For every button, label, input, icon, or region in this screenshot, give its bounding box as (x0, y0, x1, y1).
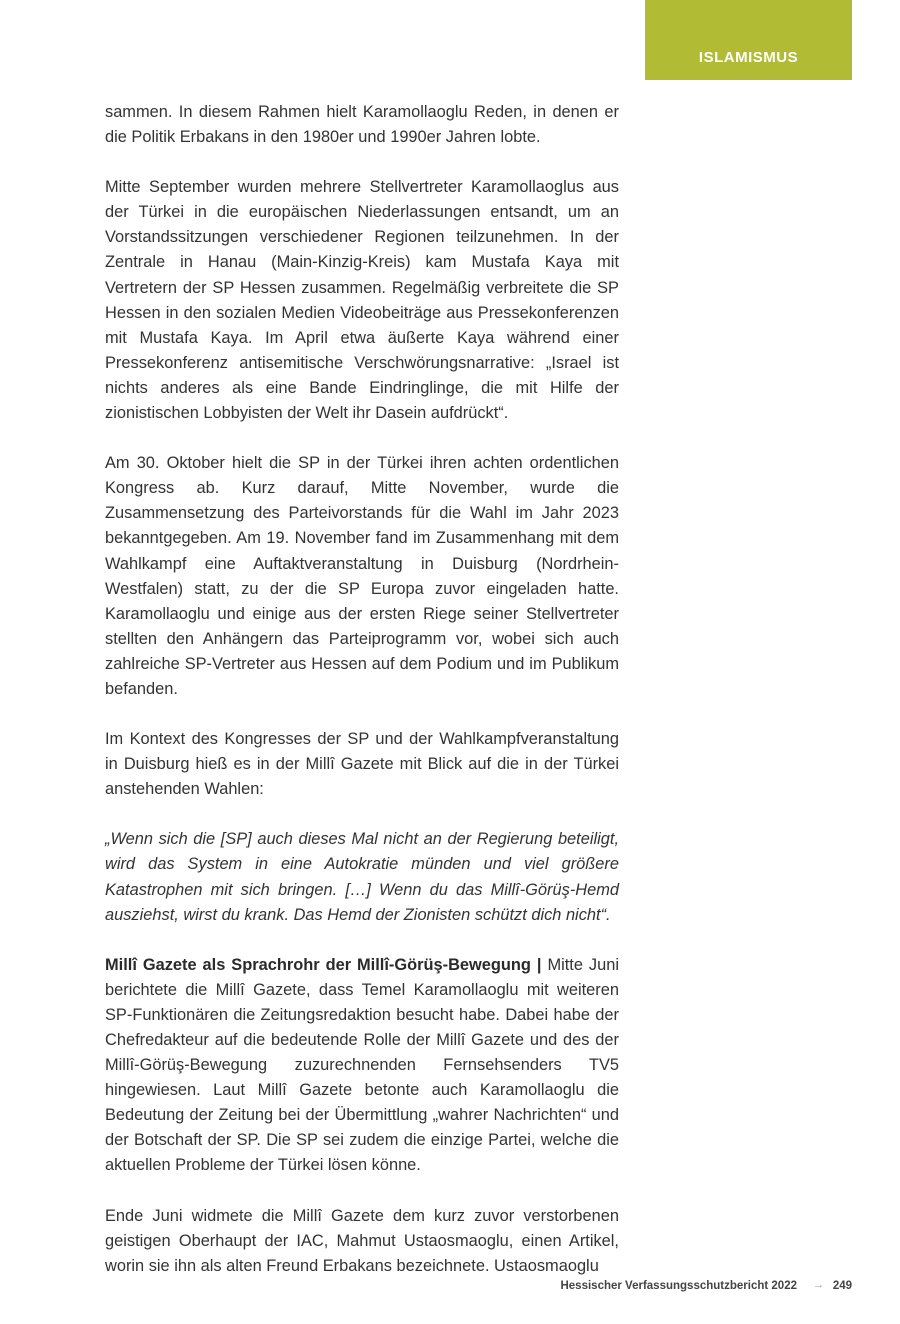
paragraph-text: Ende Juni widmete die Millî Gazete dem kurz zuvor verstorbenen geistigen Oberhaupt der IAC, Mahmut Ustaosmaoglu, einen Artikel, worin sie ihn als alten Freund Erbakans bezeichnete. Ustaosmaoglu (105, 1206, 619, 1275)
paragraph-6 (105, 953, 619, 1179)
paragraph-1 (105, 100, 619, 150)
paragraph-4 (105, 727, 619, 802)
page-number: 249 (832, 1280, 852, 1292)
paragraph-text: Am 30. Oktober hielt die SP in der Türkei ihren achten ordentlichen Kongress ab. Kurz darauf, Mitte November, wurde die Zusammensetzung des Parteivorstands für die Wahl im Jahr 2023 bekanntgegeben. Am 19. November fand im Zusammenhang mit dem Wahlkampf eine Auftaktveranstaltung in Duisburg (Nordrhein-Westfalen) statt, zu der die SP Europa zuvor eingeladen hatte. Karamollaoglu und einige aus der ersten Riege seiner Stellvertreter stellten den Anhängern das Parteiprogramm vor, wobei sich auch zahlreiche SP-Vertreter aus Hessen auf dem Podium und im Publikum befanden. (105, 454, 619, 698)
document-title: Hessischer Verfassungsschutzbericht 2022 (560, 1280, 797, 1292)
main-text (105, 100, 619, 1304)
paragraph-7 (105, 1204, 619, 1279)
arrow-right-icon: → (812, 1279, 824, 1291)
paragraph-2 (105, 175, 619, 426)
section-tab (645, 0, 852, 80)
paragraph-3 (105, 451, 619, 702)
section-label: ISLAMISMUS (698, 49, 799, 66)
quote-text: „Wenn sich die [SP] auch dieses Mal nicht an der Regierung beteiligt, wird das System in eine Autokratie münden und viel größere Katastrophen mit sich bringen. […] Wenn du das Millî-Görüş-Hemd ausziehst, wirst du krank. Das Hemd der Zionisten schützt dich nicht“. (105, 830, 619, 924)
paragraph-lead-heading: Millî Gazete als Sprachrohr der Millî-Görüş-Bewegung | (105, 955, 542, 974)
paragraph-text: Mitte September wurden mehrere Stellvertreter Karamollaoglus aus der Türkei in die europäischen Niederlassungen entsandt, um an Vorstandssitzungen verschiedener Regionen teilzunehmen. In der Zentrale in Hanau (Main-Kinzig-Kreis) kam Mustafa Kaya mit Vertretern der SP Hessen zusammen. Regelmäßig verbreitete die SP Hessen in den sozialen Medien Videobeiträge aus Pressekonferenzen mit Mustafa Kaya. Im April etwa äußerte Kaya während einer Pressekonferenz antisemitische Verschwörungsnarrative: „Israel ist nichts anderes als eine Bande Eindringlinge, die mit Hilfe der zionistischen Lobbyisten der Welt ihr Dasein aufdrückt“. (105, 178, 619, 423)
paragraph-text: Mitte Juni berichtete die Millî Gazete, dass Temel Karamollaoglu mit weiteren SP-Funktionären die Zeitungsredaktion besucht habe. Dabei habe der Chefredakteur auf die bedeutende Rolle der Millî Gazete und des der Millî-Görüş-Bewegung zuzurechnenden Fernsehsenders TV5 hingewiesen. Laut Millî Gazete betonte auch Karamollaoglu die Bedeutung der Zeitung bei der Übermittlung „wahrer Nachrichten“ und der Botschaft der SP. Die SP sei zudem die einzige Partei, welche die aktuellen Probleme der Türkei lösen könne. (105, 955, 619, 1175)
paragraph-text: Im Kontext des Kongresses der SP und der Wahlkampfveranstaltung in Duisburg hieß es in der Millî Gazete mit Blick auf die in der Türkei anstehenden Wahlen: (105, 730, 619, 799)
paragraph-text: sammen. In diesem Rahmen hielt Karamollaoglu Reden, in denen er die Politik Erbakans in den 1980er und 1990er Jahren lobte. (105, 103, 619, 147)
block-quote (105, 827, 619, 927)
